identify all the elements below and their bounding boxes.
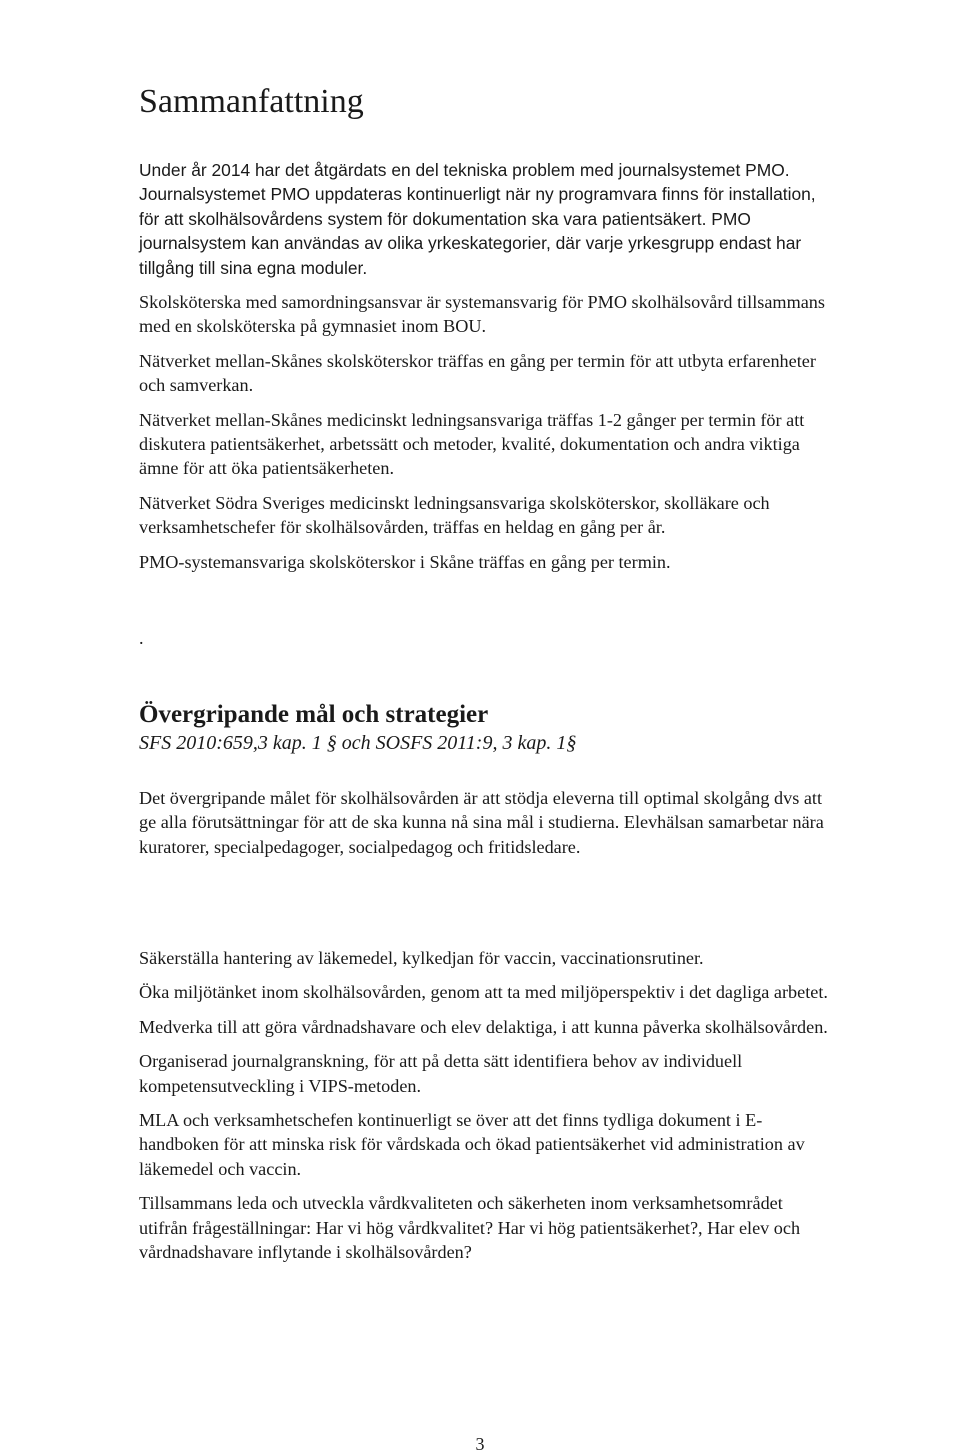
summary-body bbox=[139, 158, 829, 574]
summary-paragraph-3: Nätverket mellan-Skånes skolsköterskor träffas en gång per termin för att utbyta erfarenheter och samverkan. bbox=[139, 350, 816, 396]
goals-section bbox=[139, 700, 829, 756]
goal-item: Organiserad journalgranskning, för att på detta sätt identifiera behov av individuell kompetensutveckling i VIPS-metoden. bbox=[139, 1051, 743, 1096]
summary-section bbox=[139, 82, 829, 122]
summary-paragraph-5: Nätverket Södra Sveriges medicinskt ledningsansvariga skolsköterskor, skolläkare och verksamhetschefer för skolhälsovården, träffas en heldag en gång per år. bbox=[139, 492, 770, 538]
section-title-summary: Sammanfattning bbox=[139, 83, 364, 120]
goals-intro-paragraph: Det övergripande målet för skolhälsovården är att stödja eleverna till optimal skolgång dvs att ge alla förutsättningar för att de ska kunna nå sina mål i studierna. Elevhälsan samarbetar nära kuratorer, specialpedagoger, socialpedagog och fritidsledare. bbox=[139, 788, 824, 857]
section-title-goals: Övergripande mål och strategier bbox=[139, 701, 489, 728]
summary-paragraph-2: Skolsköterska med samordningsansvar är systemansvarig för PMO skolhälsovård tillsammans med en skolsköterska på gymnasiet inom BOU. bbox=[139, 292, 825, 337]
goal-item: MLA och verksamhetschefen kontinuerligt se över att det finns tydliga dokument i E-handboken för att minska risk för vårdskada och ökad patientsäkerhet vid administration av läkemedel och vaccin. bbox=[139, 1110, 805, 1179]
goal-item: Öka miljötänket inom skolhälsovården, genom att ta med miljöperspektiv i det dagliga arbetet. bbox=[139, 982, 828, 1003]
summary-paragraph-6: PMO-systemansvariga skolsköterskor i Skåne träffas en gång per termin. bbox=[139, 551, 671, 572]
goal-item: Tillsammans leda och utveckla vårdkvaliteten och säkerheten inom verksamhetsområdet utifrån frågeställningar: Har vi hög vårdkvalitet? Har vi hög patientsäkerhet?, Har elev och vårdnadshavare inflytande i skolhälsovården? bbox=[139, 1193, 801, 1263]
goal-item: Medverka till att göra vårdnadshavare och elev delaktiga, i att kunna påverka skolhälsovården. bbox=[139, 1016, 828, 1037]
legal-reference: SFS 2010:659,3 kap. 1 § och SOSFS 2011:9, 3 kap. 1§ bbox=[139, 732, 577, 754]
stray-dot-text: . bbox=[139, 628, 144, 648]
goals-list bbox=[139, 946, 829, 1264]
stray-dot bbox=[139, 626, 829, 650]
page-number: 3 bbox=[475, 1434, 485, 1454]
summary-paragraph-4: Nätverket mellan-Skånes medicinskt ledningsansvariga träffas 1-2 gånger per termin för att diskutera patientsäkerhet, arbetssätt och metoder, kvalité, dokumentation och andra viktiga ämne för att öka patientsäkerheten. bbox=[139, 409, 805, 479]
goal-item: Säkerställa hantering av läkemedel, kylkedjan för vaccin, vaccinationsrutiner. bbox=[139, 948, 704, 968]
summary-paragraph-1: Under år 2014 har det åtgärdats en del tekniska problem med journalsystemet PMO. Journalsystemet PMO uppdateras kontinuerligt när ny programvara finns för installation, för att skolhälsovårdens system för dokumentation ska vara patientsäkert. PMO journalsystem kan användas av olika yrkeskategorier, där varje yrkesgrupp endast har tillgång till sina egna moduler. bbox=[139, 160, 816, 278]
goals-intro bbox=[139, 786, 829, 859]
